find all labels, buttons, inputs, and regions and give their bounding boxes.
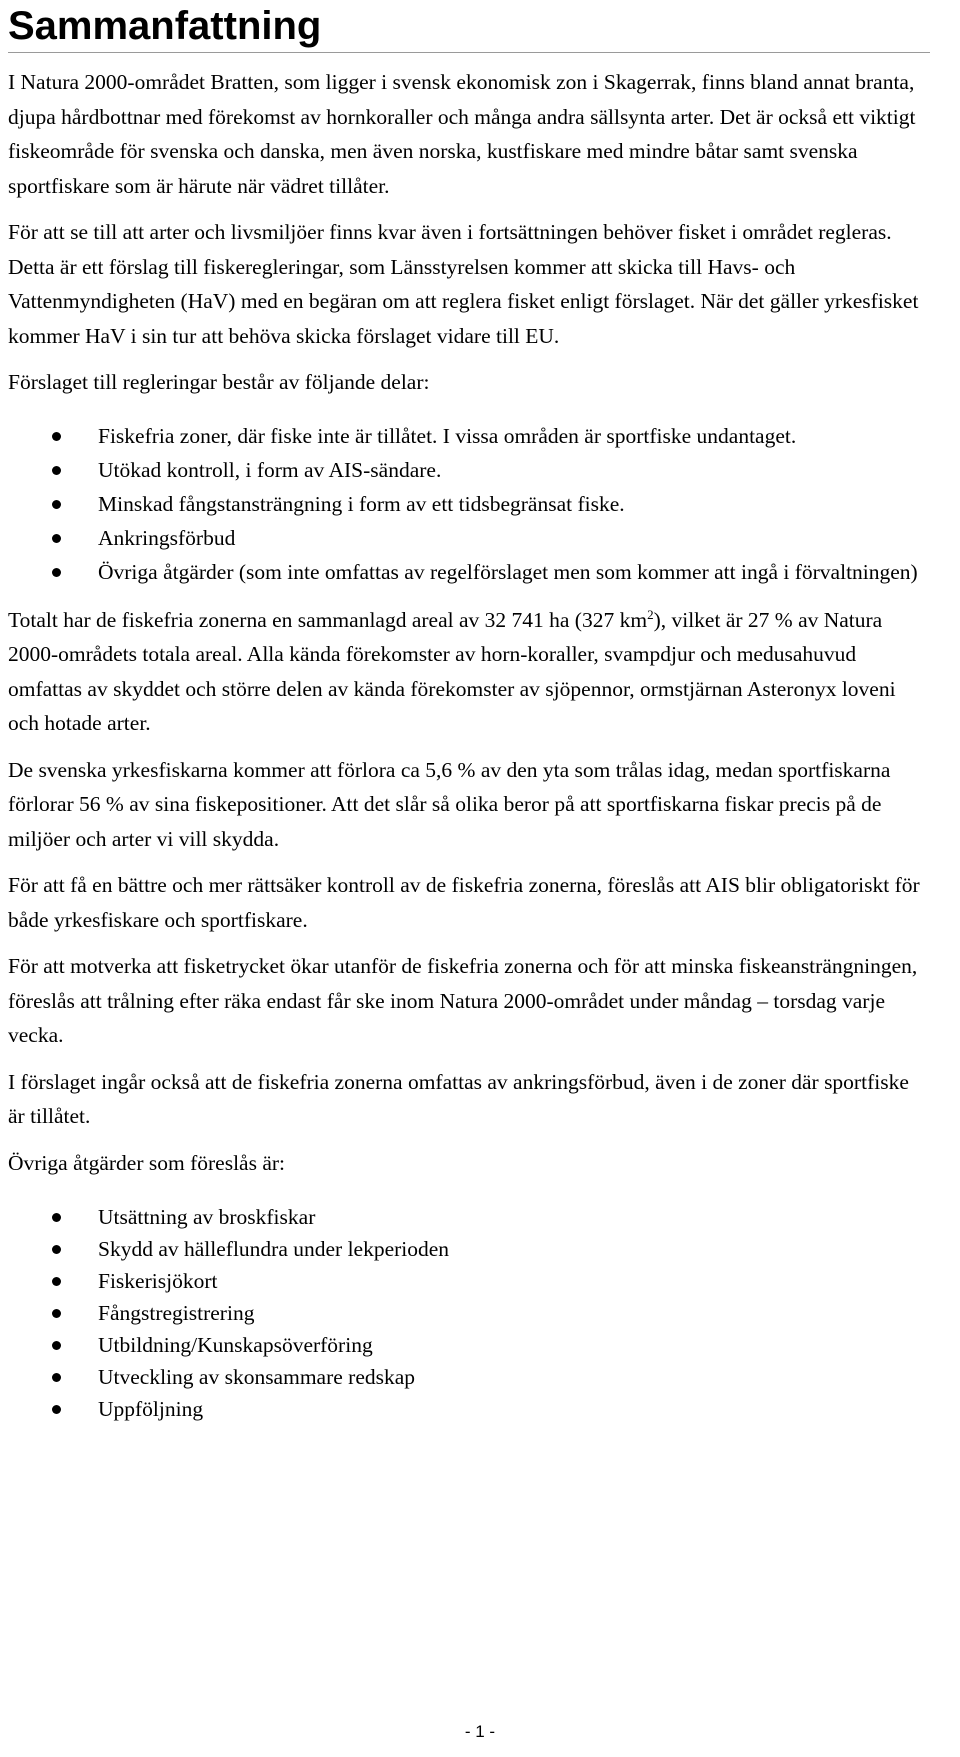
bullet-icon [52, 500, 61, 509]
list-item: Fiskerisjökort [8, 1266, 930, 1297]
bullet-icon [52, 1341, 61, 1350]
list-item: Utbildning/Kunskapsöverföring [8, 1330, 930, 1361]
proposal-list [8, 420, 930, 589]
bullet-icon [52, 534, 61, 543]
list-item: Utveckling av skonsammare redskap [8, 1362, 930, 1393]
bullet-icon [52, 568, 61, 577]
list-item: Uppföljning [8, 1394, 930, 1425]
page-title: Sammanfattning [8, 0, 930, 53]
bullet-icon [52, 1373, 61, 1382]
paragraph-regulation-need: För att se till att arter och livsmiljöer finns kvar även i fortsättningen behöver fisket i området regleras. Detta är ett förslag till fiskeregleringar, som Länsstyrelsen kommer att skicka till Havs- och Vattenmyndigheten (HaV) med en begäran om att reglera fisket enligt förslaget. När det gäller yrkesfisket kommer HaV i sin tur att behöva skicka förslaget vidare till EU. [8, 220, 919, 348]
paragraph-proposal-intro: Förslaget till regleringar består av följande delar: [8, 370, 430, 394]
list-item: Fångstregistrering [8, 1298, 930, 1329]
bullet-icon [52, 1277, 61, 1286]
superscript: 2 [647, 606, 654, 622]
list-item: Skydd av hälleflundra under lekperioden [8, 1234, 930, 1265]
bullet-icon [52, 1245, 61, 1254]
paragraph-intro: I Natura 2000-området Bratten, som ligger i svensk ekonomisk zon i Skagerrak, finns bland annat branta, djupa hårdbottnar med förekomst av hornkoraller och många andra sällsynta arter. Det är också ett viktigt fiskeområde för svenska och danska, men även norska, kustfiskare med mindre båtar samt svenska sportfiskare som är härute när vädret tillåter. [8, 70, 916, 198]
list-item: Utökad kontroll, i form av AIS-sändare. [8, 454, 930, 487]
bullet-icon [52, 466, 61, 475]
list-item: Minskad fångstansträngning i form av ett tidsbegränsat fiske. [8, 488, 930, 521]
other-measures-list [8, 1202, 930, 1425]
page-number: - 1 - [464, 1722, 496, 1741]
paragraph-fishers-loss: De svenska yrkesfiskarna kommer att förlora ca 5,6 % av den yta som trålas idag, medan sportfiskarna förlorar 56 % av sina fiskepositioner. Att det slår så olika beror på att sportfiskarna fiskar precis på de miljöer och arter vi vill skydda. [8, 757, 891, 851]
paragraph-anchoring: I förslaget ingår också att de fiskefria zonerna omfattas av ankringsförbud, även i de zoner där sportfiske är tillåtet. [8, 1069, 909, 1128]
paragraph-trawling: För att motverka att fisketrycket ökar utanför de fiskefria zonerna och för att minska fiskeansträngningen, föreslås att trålning efter räka endast får ske inom Natura 2000-området under måndag – torsdag varje vecka. [8, 954, 918, 1047]
document-page [8, 0, 930, 1426]
bullet-icon [52, 1213, 61, 1222]
list-item: Utsättning av broskfiskar [8, 1202, 930, 1233]
paragraph-ais: För att få en bättre och mer rättsäker kontroll av de fiskefria zonerna, föreslås att AIS blir obligatoriskt för både yrkesfiskare och sportfiskare. [8, 873, 920, 932]
list-item: Övriga åtgärder (som inte omfattas av regelförslaget men som kommer att ingå i förvaltningen) [8, 556, 930, 589]
paragraph-other-measures: Övriga åtgärder som föreslås är: [8, 1150, 286, 1175]
bullet-icon [52, 1405, 61, 1414]
paragraph-area: Totalt har de fiskefria zonerna en sammanlagd areal av 32 741 ha (327 $km^2$), vilket är 27 % av Natura 2000-områdets totala areal. Alla kända förekomster av horn-koraller, svampdjur och medusahuvud omfattas av skyddet och större delen av kända förekomster av sjöpennor, ormstjärnan Asteronyx loveni och hotade arter. [8, 606, 896, 735]
list-item: Ankringsförbud [8, 522, 930, 555]
bullet-icon [52, 1309, 61, 1318]
list-item: Fiskefria zoner, där fiske inte är tillåtet. I vissa områden är sportfiske undantaget. [8, 420, 930, 453]
bullet-icon [52, 432, 61, 441]
